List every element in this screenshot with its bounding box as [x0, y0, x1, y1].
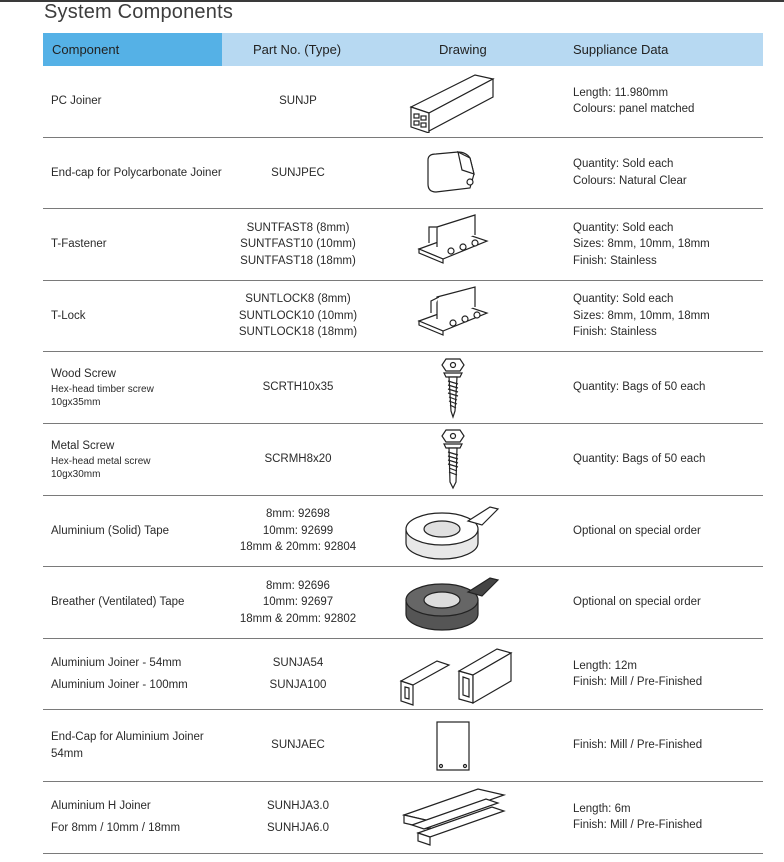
solid-tape-roll-icon	[398, 499, 508, 563]
component-name: Aluminium H Joiner	[51, 799, 151, 812]
drawing-cell	[383, 66, 523, 137]
suppliance-line: Finish: Mill / Pre-Finished	[573, 739, 703, 752]
part-number: SUNHJA6.0	[267, 822, 329, 835]
header-component: Component	[52, 42, 120, 57]
component-description: Hex-head metal screw	[51, 455, 151, 467]
part-number-cell	[223, 209, 373, 280]
suppliance-line: Colours: panel matched	[573, 103, 695, 116]
component-cell	[51, 424, 231, 495]
header-suppliance-data: Suppliance Data	[573, 42, 669, 57]
part-number-cell	[223, 496, 373, 567]
part-number: SUNJP	[279, 95, 317, 108]
suppliance-line: Finish: Mill / Pre-Finished	[573, 676, 703, 689]
part-number: SUNJA54	[272, 656, 324, 669]
drawing-cell	[383, 567, 523, 638]
drawing-cell	[383, 424, 523, 495]
header-drawing: Drawing	[439, 42, 487, 57]
part-number-cell	[223, 782, 373, 853]
table-row	[43, 138, 763, 210]
component-name: 54mm	[51, 747, 83, 760]
suppliance-line: Quantity: Bags of 50 each	[573, 381, 706, 394]
wood-screw-icon	[438, 357, 468, 419]
metal-screw-icon	[438, 428, 468, 490]
drawing-cell	[383, 496, 523, 567]
table-row	[43, 281, 763, 353]
part-number: SUNTFAST10 (10mm)	[240, 238, 356, 251]
drawing-cell	[383, 209, 523, 280]
table-row	[43, 66, 763, 138]
component-name: PC Joiner	[51, 95, 102, 108]
part-number-cell	[223, 138, 373, 209]
header-part-no: Part No. (Type)	[253, 42, 342, 57]
part-number: SUNTFAST8 (8mm)	[246, 221, 350, 234]
part-number-cell	[223, 710, 373, 781]
part-number: SCRMH8x20	[264, 453, 332, 466]
part-number: SUNJA100	[269, 679, 327, 692]
part-number: 10mm: 92699	[262, 524, 334, 537]
component-name: Aluminium (Solid) Tape	[51, 524, 170, 537]
component-name: Breather (Ventilated) Tape	[51, 596, 185, 609]
component-name: Aluminium Joiner - 100mm	[51, 679, 188, 692]
suppliance-line: Sizes: 8mm, 10mm, 18mm	[573, 238, 710, 251]
drawing-cell	[383, 782, 523, 853]
suppliance-line: Optional on special order	[573, 524, 701, 537]
component-cell	[51, 66, 231, 137]
drawing-cell	[383, 352, 523, 423]
suppliance-cell	[573, 496, 763, 567]
component-name: Aluminium Joiner - 54mm	[51, 656, 182, 669]
component-description: Hex-head timber screw	[51, 383, 154, 395]
drawing-cell	[383, 138, 523, 209]
components-table	[43, 33, 763, 854]
component-cell	[51, 639, 231, 710]
component-description: 10gx30mm	[51, 468, 101, 480]
suppliance-cell	[573, 352, 763, 423]
table-row	[43, 424, 763, 496]
part-number: 8mm: 92696	[266, 579, 330, 592]
table-row	[43, 567, 763, 639]
component-name: T-Lock	[51, 309, 86, 322]
suppliance-cell	[573, 639, 763, 710]
suppliance-line: Sizes: 8mm, 10mm, 18mm	[573, 309, 710, 322]
aluminium-joiner-icon	[393, 641, 513, 707]
component-cell	[51, 352, 231, 423]
suppliance-line: Quantity: Bags of 50 each	[573, 453, 706, 466]
suppliance-line: Finish: Stainless	[573, 326, 657, 339]
table-row	[43, 710, 763, 782]
ventilated-tape-roll-icon	[398, 570, 508, 634]
suppliance-cell	[573, 710, 763, 781]
component-description: 10gx35mm	[51, 396, 101, 408]
part-number-cell	[223, 424, 373, 495]
drawing-cell	[383, 710, 523, 781]
part-number: SUNTLOCK10 (10mm)	[238, 309, 358, 322]
suppliance-line: Quantity: Sold each	[573, 221, 674, 234]
suppliance-cell	[573, 138, 763, 209]
pc-joiner-icon	[403, 69, 503, 133]
t-lock-icon	[413, 285, 493, 347]
part-number: SUNTLOCK18 (18mm)	[238, 326, 358, 339]
part-number: 10mm: 92697	[262, 596, 334, 609]
part-number: 18mm & 20mm: 92804	[239, 541, 357, 554]
suppliance-cell	[573, 424, 763, 495]
part-number: SUNJPEC	[271, 166, 325, 179]
h-joiner-icon	[398, 785, 508, 849]
part-number: 8mm: 92698	[266, 508, 330, 521]
part-number-cell	[223, 281, 373, 352]
component-cell	[51, 710, 231, 781]
component-name: End-Cap for Aluminium Joiner	[51, 731, 204, 744]
component-cell	[51, 782, 231, 853]
suppliance-line: Quantity: Sold each	[573, 158, 674, 171]
drawing-cell	[383, 281, 523, 352]
component-name: For 8mm / 10mm / 18mm	[51, 822, 181, 835]
table-row	[43, 352, 763, 424]
table-row	[43, 639, 763, 711]
drawing-cell	[383, 639, 523, 710]
component-cell	[51, 138, 231, 209]
suppliance-cell	[573, 66, 763, 137]
table-row	[43, 209, 763, 281]
component-cell	[51, 281, 231, 352]
component-name: Wood Screw	[51, 368, 116, 381]
part-number: SUNTLOCK8 (8mm)	[245, 293, 351, 306]
suppliance-cell	[573, 782, 763, 853]
table-row	[43, 496, 763, 568]
part-number-cell	[223, 66, 373, 137]
suppliance-line: Optional on special order	[573, 596, 701, 609]
table-body	[43, 66, 763, 854]
suppliance-cell	[573, 209, 763, 280]
suppliance-cell	[573, 567, 763, 638]
part-number: SUNJAEC	[271, 739, 325, 752]
component-name: End-cap for Polycarbonate Joiner	[51, 166, 222, 179]
suppliance-cell	[573, 281, 763, 352]
suppliance-line: Colours: Natural Clear	[573, 174, 687, 187]
part-number-cell	[223, 567, 373, 638]
page-title: System Components	[44, 1, 234, 23]
part-number-cell	[223, 639, 373, 710]
part-number: SUNTFAST18 (18mm)	[240, 254, 356, 267]
table-row	[43, 782, 763, 854]
suppliance-line: Length: 11.980mm	[573, 86, 669, 99]
suppliance-line: Finish: Mill / Pre-Finished	[573, 819, 703, 832]
table-header	[43, 33, 763, 66]
component-cell	[51, 567, 231, 638]
part-number-cell	[223, 352, 373, 423]
suppliance-line: Finish: Stainless	[573, 254, 657, 267]
component-name: Metal Screw	[51, 440, 115, 453]
aluminium-end-cap-icon	[433, 718, 473, 774]
component-cell	[51, 496, 231, 567]
suppliance-line: Quantity: Sold each	[573, 293, 674, 306]
part-number: SCRTH10x35	[262, 381, 334, 394]
part-number: 18mm & 20mm: 92802	[239, 612, 357, 625]
suppliance-line: Length: 12m	[573, 659, 637, 672]
part-number: SUNHJA3.0	[267, 799, 329, 812]
t-fastener-icon	[413, 213, 493, 275]
component-name: T-Fastener	[51, 238, 107, 251]
suppliance-line: Length: 6m	[573, 802, 631, 815]
component-cell	[51, 209, 231, 280]
end-cap-icon	[418, 148, 488, 198]
